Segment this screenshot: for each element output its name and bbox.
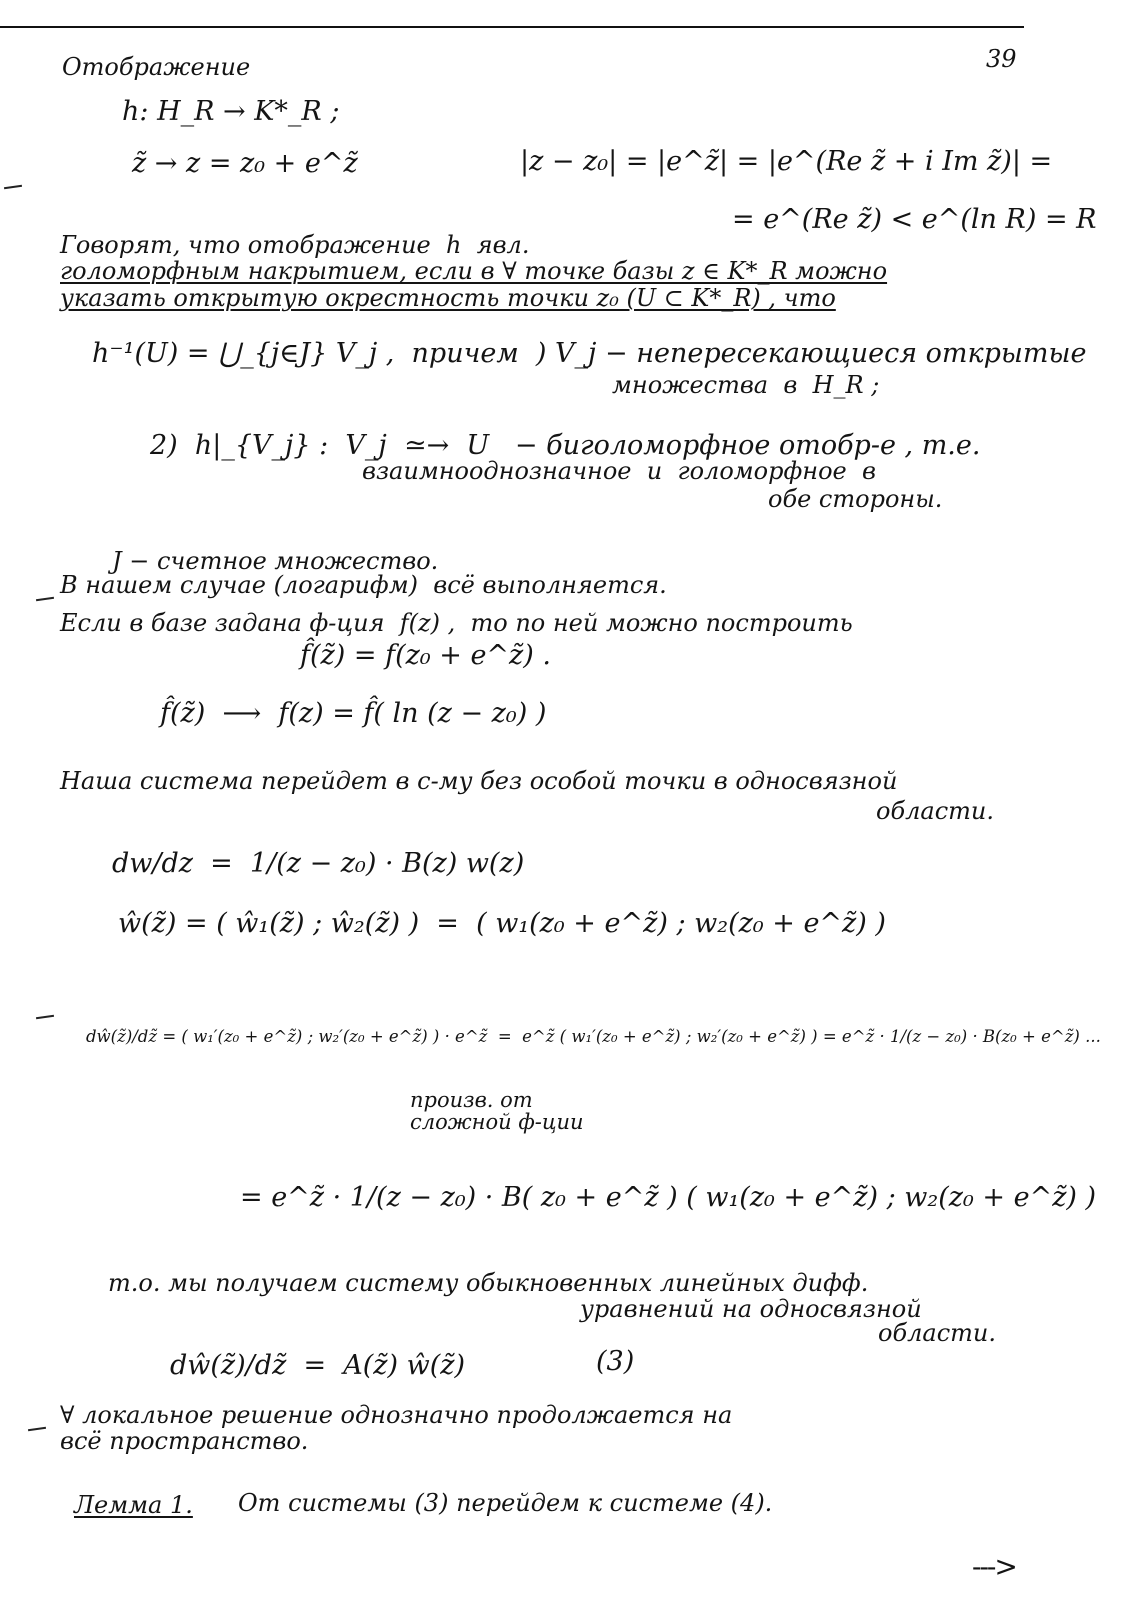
formula-derivative: dŵ(z̃)/dz̃ = ( w₁′(z₀ + e^z̃) ; w₂′(z₀ + e^z̃) ) · e^z̃ = e^z̃ ( w₁′(z₀ + e^z̃) ; w₂′(z₀ + e^z̃) ) = e^z̃ · 1/(z − z₀) · B(z₀ + e^z̃) ... bbox=[86, 1027, 1101, 1046]
formula-map-z: z̃ → z = z₀ + e^z̃ bbox=[132, 148, 358, 179]
text-continuation-2: всё пространство. bbox=[60, 1427, 309, 1455]
text-derivative-note-1: произв. от bbox=[410, 1088, 533, 1112]
text-conclusion-3: области. bbox=[878, 1319, 996, 1347]
formula-f-hat-inverse: f̂(z̃) ⟶ f(z) = f̂( ln (z − z₀) ) bbox=[160, 698, 547, 729]
text-system-transform: Наша система перейдет в с-му без особой точки в односвязной bbox=[60, 767, 898, 795]
formula-w-hat: ŵ(z̃) = ( ŵ₁(z̃) ; ŵ₂(z̃) ) = ( w₁(z₀ + e^z̃) ; w₂(z₀ + e^z̃) ) bbox=[118, 908, 886, 939]
margin-mark bbox=[36, 1015, 54, 1019]
text-continuation-1: ∀ локальное решение однозначно продолжается на bbox=[60, 1401, 733, 1429]
formula-f-hat: f̂(z̃) = f(z₀ + e^z̃) . bbox=[300, 640, 551, 671]
text-conclusion-1: т.о. мы получаем систему обыкновенных линейных дифф. bbox=[108, 1269, 869, 1297]
margin-mark bbox=[4, 185, 22, 189]
formula-modulus: |z − z₀| = |e^z̃| = |e^(Re z̃ + i Im z̃)| = bbox=[520, 146, 1053, 177]
formula-modulus-cont: = e^(Re z̃) < e^(ln R) = R bbox=[732, 204, 1097, 235]
text-bijective: взаимнооднозначное и голоморфное в bbox=[362, 457, 876, 485]
text-lemma: От системы (3) перейдем к системе (4). bbox=[238, 1489, 773, 1517]
formula-preimage: h⁻¹(U) = ⋃_{j∈J} V_j , причем ) V_j − непересекающиеся открытые bbox=[92, 338, 1087, 369]
text-both-sides: обе стороны. bbox=[768, 485, 943, 513]
formula-ode: dw/dz = 1/(z − z₀) · B(z) w(z) bbox=[112, 848, 525, 879]
text-function-base: Если в базе задана ф-ция f(z) , то по ней можно построить bbox=[60, 609, 853, 637]
margin-mark bbox=[28, 1427, 46, 1431]
equation-number-3: (3) bbox=[596, 1346, 635, 1377]
text-sets: множества в H_R ; bbox=[612, 371, 880, 399]
lemma-label: Лемма 1. bbox=[74, 1491, 193, 1519]
continue-arrow-icon: ---> bbox=[972, 1550, 1016, 1583]
text-our-case: В нашем случае (логарифм) всё выполняется. bbox=[60, 571, 667, 599]
top-rule bbox=[0, 26, 1024, 28]
heading-mapping: Отображение bbox=[62, 53, 251, 81]
text-derivative-note-2: сложной ф-ции bbox=[410, 1110, 584, 1134]
text-domain: области. bbox=[876, 797, 994, 825]
formula-map-h: h: H_R → K*_R ; bbox=[122, 96, 340, 127]
page-number: 39 bbox=[986, 45, 1017, 73]
text-definition-2: голоморфным накрытием, если в ∀ точке базы z ∈ K*_R можно bbox=[60, 257, 888, 285]
text-countable: J − счетное множество. bbox=[112, 547, 439, 575]
formula-result: = e^z̃ · 1/(z − z₀) · B( z₀ + e^z̃ ) ( w₁(z₀ + e^z̃) ; w₂(z₀ + e^z̃) ) bbox=[240, 1182, 1097, 1213]
formula-biholomorphic: 2) h|_{V_j} : V_j ≃→ U − биголоморфное отобр-е , т.е. bbox=[150, 430, 981, 461]
text-definition-3: указать открытую окрестность точки z₀ (U ⊂ K*_R) , что bbox=[60, 284, 836, 312]
text-conclusion-2: уравнений на односвязной bbox=[580, 1295, 922, 1323]
formula-system-3: dŵ(z̃)/dz̃ = A(z̃) ŵ(z̃) bbox=[170, 1350, 466, 1381]
margin-mark bbox=[36, 597, 54, 601]
text-definition-1: Говорят, что отображение h явл. bbox=[60, 231, 530, 259]
